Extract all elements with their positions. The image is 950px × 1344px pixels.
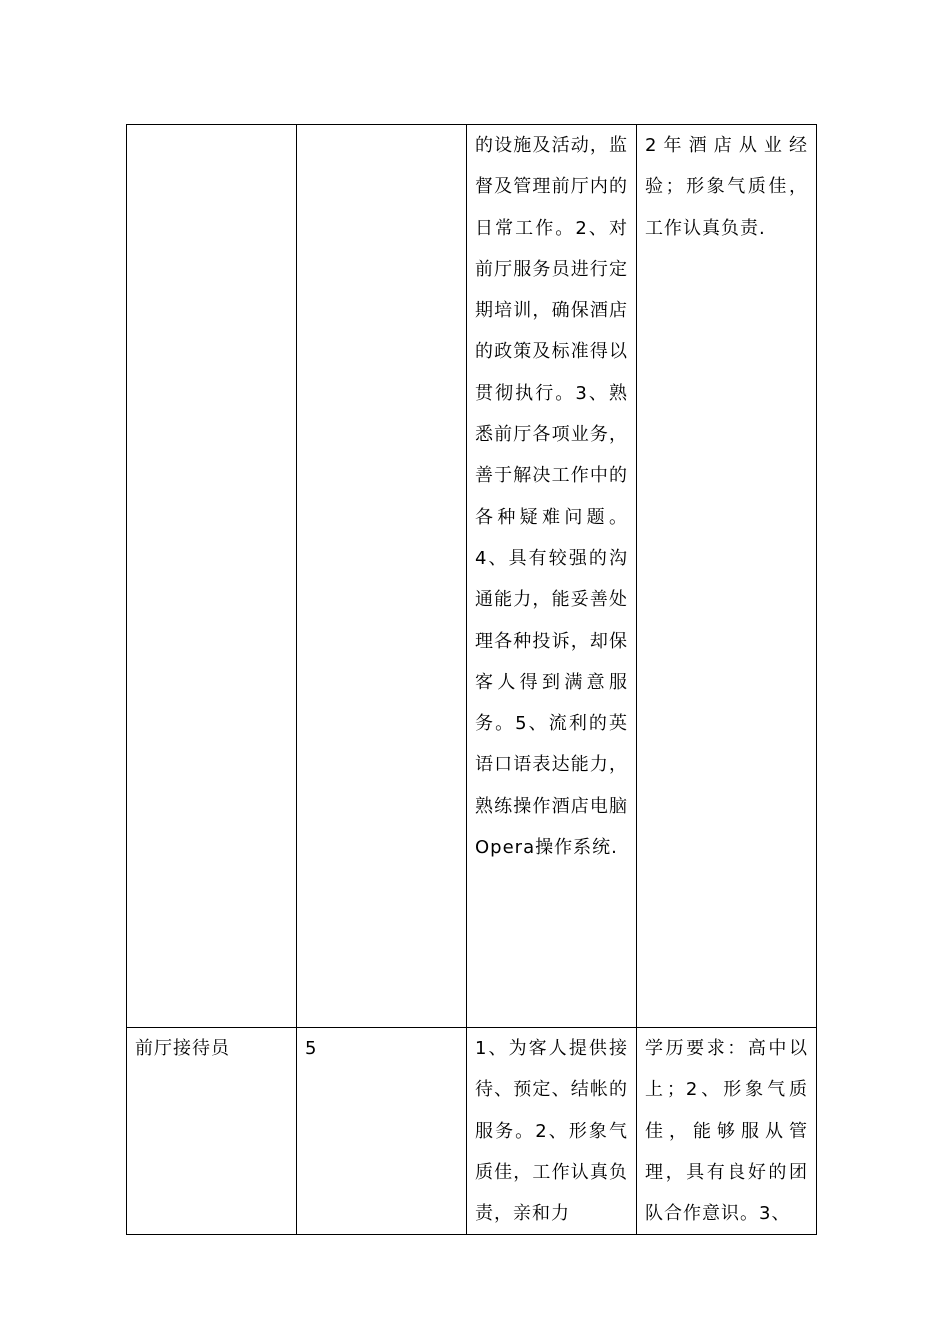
duties-cell: 1、为客人提供接待、预定、结帐的服务。2、形象气质佳，工作认真负责，亲和力 [467, 1028, 637, 1235]
requirements-cell: 学历要求：高中以上；2、形象气质佳，能够服从管理，具有良好的团队合作意识。3、 [637, 1028, 817, 1235]
duties-cell: 的设施及活动，监督及管理前厅内的日常工作。2、对前厅服务员进行定期培训，确保酒店的政策及标准得以贯彻执行。3、熟悉前厅各项业务，善于解决工作中的各种疑难问题。4、具有较强的沟通能力，能妥善处理各种投诉，却保客人得到满意服务。5、流利的英语口语表达能力，熟练操作酒店电脑Opera操作系统. [467, 125, 637, 1028]
position-cell: 前厅接待员 [127, 1028, 297, 1235]
table-row [127, 1028, 817, 1235]
count-cell [297, 125, 467, 1028]
table-row [127, 125, 817, 1028]
requirements-cell: 2年酒店从业经验；形象气质佳，工作认真负责. [637, 125, 817, 1028]
job-requirements-table [126, 124, 817, 1235]
position-cell [127, 125, 297, 1028]
count-cell: 5 [297, 1028, 467, 1235]
